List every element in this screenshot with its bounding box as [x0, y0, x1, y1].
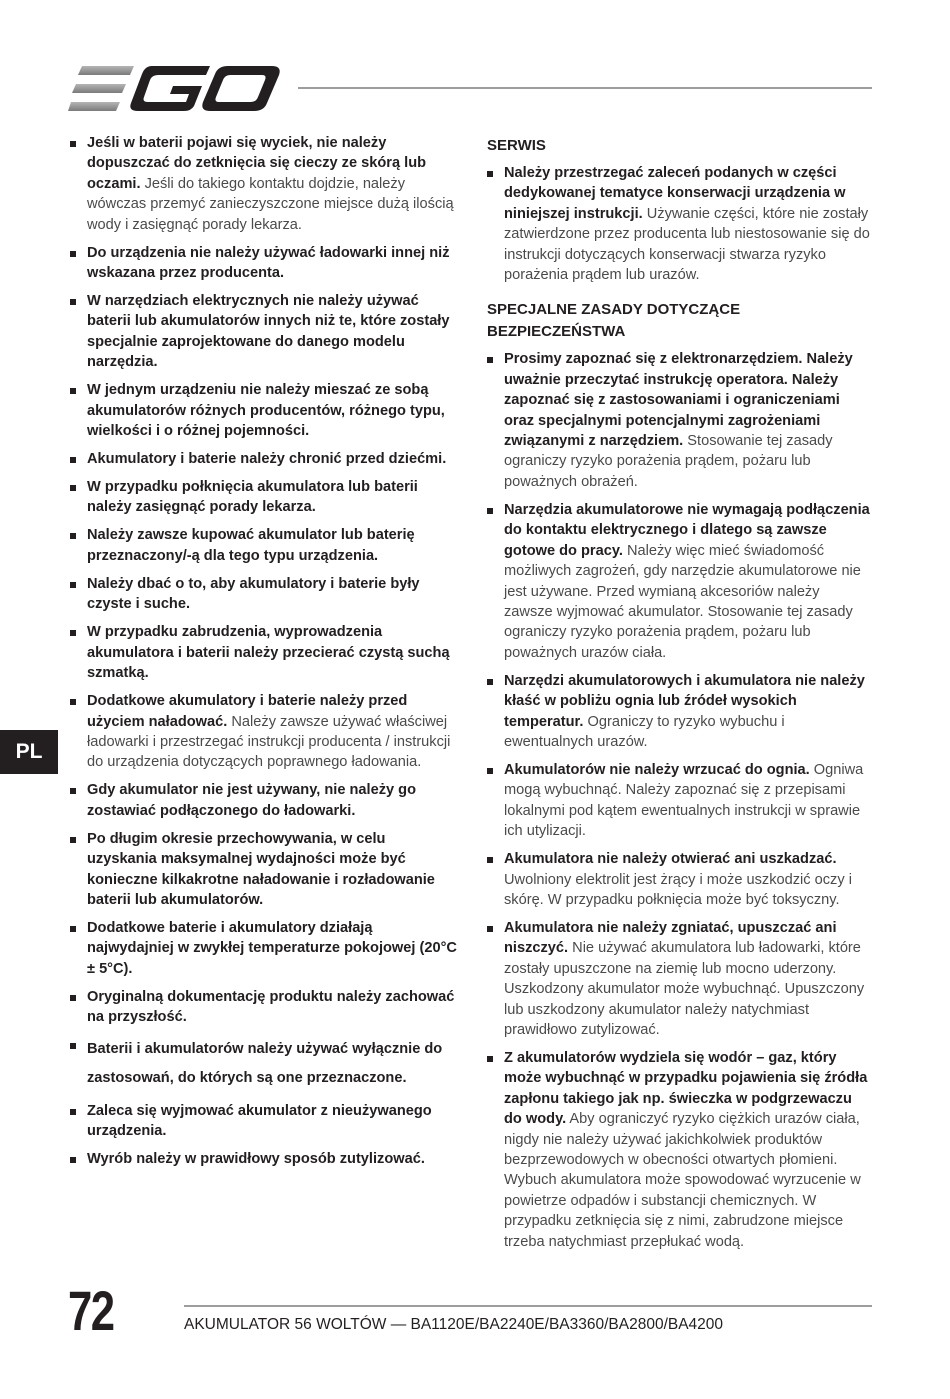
list-item: Narzędzi akumulatorowych i akumulatora nie należy kłaść w pobliżu ognia lub źródeł wysokich temperatur. Ograniczy to ryzyko wybuchu i ewentualnych urazów. [487, 671, 872, 753]
ego-logo [68, 66, 280, 112]
list-item: W jednym urządzeniu nie należy mieszać ze sobą akumulatorów różnych producentów, różnego typu, wielkości i o różnej pojemności. [70, 380, 458, 441]
safety-bullet-list [487, 349, 872, 1252]
list-item: Dodatkowe baterie i akumulatory działają najwydajniej w zwykłej temperaturze pokojowej (20°C ± 5°C). [70, 918, 458, 979]
list-item: Po długim okresie przechowywania, w celu uzyskania maksymalnej wydajności może być konieczne kilkakrotne naładowanie i rozładowanie baterii lub akumulatorów. [70, 829, 458, 911]
section-title-safety: SPECJALNE ZASADY DOTYCZĄCE BEZPIECZEŃSTWA [487, 301, 741, 341]
list-item: Prosimy zapoznać się z elektronarzędziem. Należy uważnie przeczytać instrukcję operatora. Należy zapoznać się z zastosowaniami i ograniczeniami oraz specjalnymi potencjalnymi zagrożeniami związanymi z narzędziem. Stosowanie tej zasady ograniczy ryzyko porażenia prądem, pożaru lub poważnych obrażeń. [487, 349, 872, 492]
list-item: Do urządzenia nie należy używać ładowarki innej niż wskazana przez producenta. [70, 243, 458, 284]
list-item: Wyrób należy w prawidłowy sposób zutylizować. [70, 1149, 458, 1169]
list-item: Z akumulatorów wydziela się wodór – gaz, który może wybuchnąć w przypadku pojawienia się źródła zapłonu takiego jak np. świeczka w podgrzewaczu do wody. Aby ograniczyć ryzyko ciężkich urazów ciała, nigdy nie należy używać jakichkolwiek produktów bezprzewodowych w obecności otwartych płomieni. Wybuch akumulatora może spowodować wyrzucenie w powietrze odpadów i substancji chemicznych. W przypadku zetknięcia się z nimi, zabrudzone miejsce trzeba natychmiast przepłukać wodą. [487, 1048, 872, 1252]
list-item: Akumulatory i baterie należy chronić przed dziećmi. [70, 449, 458, 469]
serwis-bullet-list [487, 163, 872, 285]
list-item: Należy dbać o to, aby akumulatory i baterie były czyste i suche. [70, 574, 458, 615]
left-column [70, 133, 458, 1177]
list-item: Należy przestrzegać zaleceń podanych w części dedykowanej tematyce konserwacji urządzenia w niniejszej instrukcji. Używanie części, które nie zostały zatwierdzone przez producenta lub niestosowanie się do instrukcji dotyczących konserwacji stwarza ryzyko porażenia prądem lub urazów. [487, 163, 872, 285]
page-number: 72 [68, 1279, 114, 1342]
list-item: W narzędziach elektrycznych nie należy używać baterii lub akumulatorów innych niż te, które zostały specjalnie zaprojektowane do danego modelu narzędzia. [70, 291, 458, 373]
language-tab: PL [0, 730, 58, 774]
footer-rule [184, 1305, 872, 1307]
list-item: Zaleca się wyjmować akumulator z nieużywanego urządzenia. [70, 1101, 458, 1142]
list-item: Jeśli w baterii pojawi się wyciek, nie należy dopuszczać do zetknięcia się cieczy ze skórą lub oczami. Jeśli do takiego kontaktu dojdzie, należy wówczas przemyć zanieczyszczone miejsce dużą ilością wody i zasięgnąć porady lekarza. [70, 133, 458, 235]
list-item: Należy zawsze kupować akumulator lub baterię przeznaczony/-ą dla tego typu urządzenia. [70, 525, 458, 566]
left-bullet-list [70, 133, 458, 1170]
list-item: Akumulatora nie należy zgniatać, upuszczać ani niszczyć. Nie używać akumulatora lub ładowarki, które zostały upuszczone na ziemię lub mocno uderzony. Uszkodzony akumulator może wybuchnąć. Upuszczony lub uszkodzony akumulator należy natychmiast prawidłowo zutylizować. [487, 918, 872, 1040]
list-item: Gdy akumulator nie jest używany, nie należy go zostawiać podłączonego do ładowarki. [70, 780, 458, 821]
list-item: W przypadku połknięcia akumulatora lub baterii należy zasięgnąć porady lekarza. [70, 477, 458, 518]
section-title-serwis: SERWIS [487, 137, 546, 154]
footer-text: AKUMULATOR 56 WOLTÓW — BA1120E/BA2240E/BA3360/BA2800/BA4200 [184, 1316, 724, 1333]
list-item: Akumulatorów nie należy wrzucać do ognia. Ogniwa mogą wybuchnąć. Należy zapoznać się z przepisami lokalnymi pod kątem ewentualnych instrukcji w sprawie ich utylizacji. [487, 760, 872, 842]
list-item: Dodatkowe akumulatory i baterie należy przed użyciem naładować. Należy zawsze używać właściwej ładowarki i przestrzegać instrukcji producenta / instrukcji do urządzenia dotyczących poprawnego ładowania. [70, 691, 458, 773]
list-item: Oryginalną dokumentację produktu należy zachować na przyszłość. [70, 987, 458, 1028]
list-item: Narzędzia akumulatorowe nie wymagają podłączenia do kontaktu elektrycznego i dlatego są zawsze gotowe do pracy. Należy więc mieć świadomość możliwych zagrożeń, gdy narzędzie akumulatorowe nie jest używane. Przed wymianą akcesoriów należy zawsze wyjmować akumulator. Stosowanie tej zasady ograniczy ryzyko porażenia prądem, pożaru lub poważnych urazów ciała. [487, 500, 872, 663]
header-rule [298, 87, 872, 89]
list-item: Akumulatora nie należy otwierać ani uszkadzać. Uwolniony elektrolit jest żrący i może uszkodzić oczy i skórę. W przypadku połknięcia może być toksyczny. [487, 849, 872, 910]
right-column [487, 135, 872, 1260]
list-item: Baterii i akumulatorów należy używać wyłącznie do zastosowań, do których są one przeznaczone. [70, 1035, 458, 1093]
list-item: W przypadku zabrudzenia, wyprowadzenia akumulatora i baterii należy przecierać czystą suchą szmatką. [70, 622, 458, 683]
